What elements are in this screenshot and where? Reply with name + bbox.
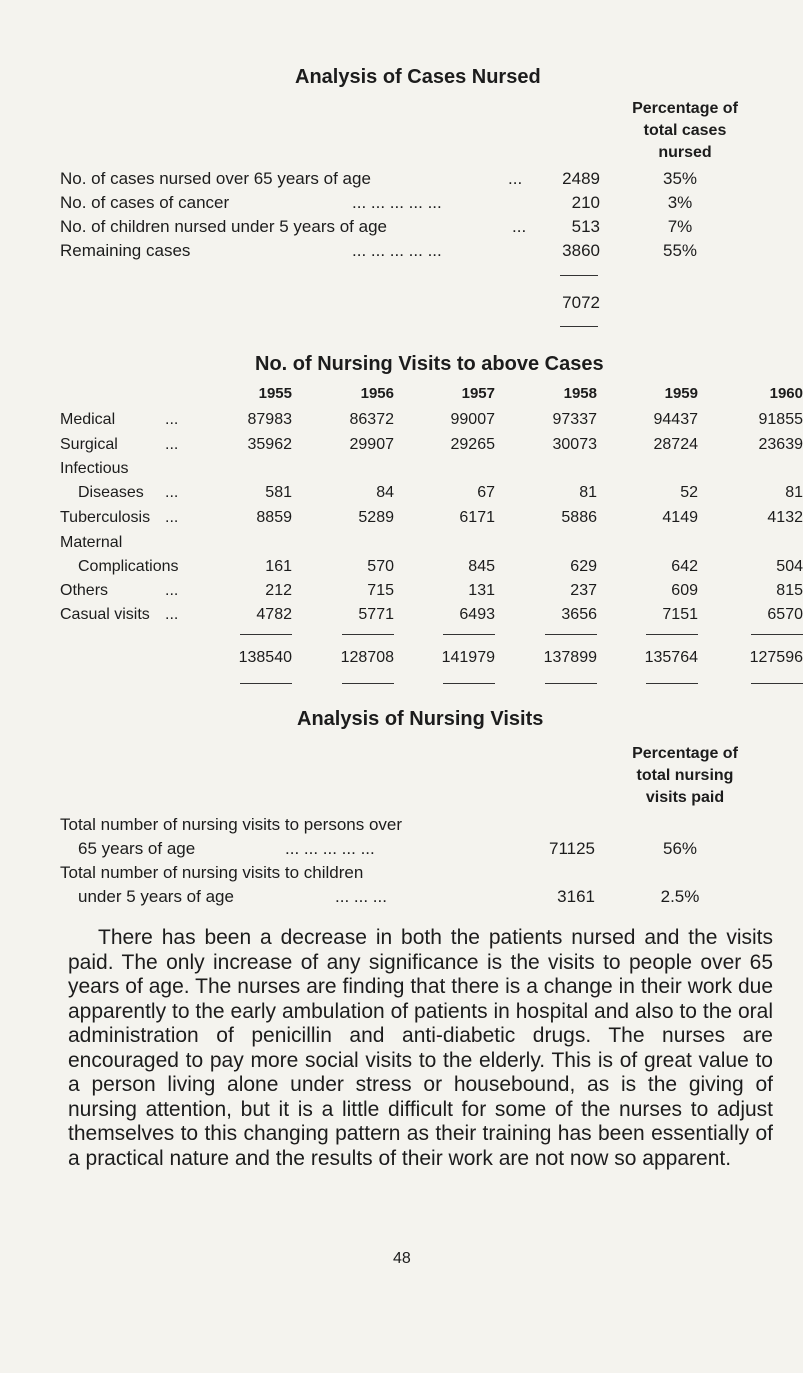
divider: [342, 634, 394, 635]
cases-pct-header: Percentage of total cases nursed: [632, 100, 738, 161]
page-number: 48: [393, 1250, 411, 1267]
divider: [443, 634, 495, 635]
divider: [646, 683, 698, 684]
divider: [240, 683, 292, 684]
divider: [560, 275, 598, 276]
divider: [560, 326, 598, 327]
divider: [751, 634, 803, 635]
nursing-visits-title: Analysis of Nursing Visits: [297, 708, 544, 730]
divider: [545, 683, 597, 684]
cases-total: 7072: [562, 293, 600, 312]
divider: [545, 634, 597, 635]
body-paragraph: There has been a decrease in both the patients nursed and the visits paid. The only increase of any significance is the visits to people over 65 years of age. The nurses are finding that there is a change in their work due apparently to the early ambulation of patients in hospital and also to the oral administration of penicillin and anti-diabetic drugs. The nurses are encouraged to pay more social visits to the elderly. This is of great value to a person living alone under stress or housebound, as is the giving of nursing attention, but it is a little difficult for some of the nurses to adjust themselves to this changing pattern as their training has been essentially of a practical nature and the results of their work are not now so apparent.: [68, 926, 773, 1170]
divider: [751, 683, 803, 684]
visits-pct-header: Percentage of total nursing visits paid: [632, 745, 738, 806]
visits-table-title: No. of Nursing Visits to above Cases: [255, 353, 604, 375]
divider: [240, 634, 292, 635]
divider: [443, 683, 495, 684]
cases-analysis-title: Analysis of Cases Nursed: [295, 66, 541, 88]
divider: [342, 683, 394, 684]
divider: [646, 634, 698, 635]
